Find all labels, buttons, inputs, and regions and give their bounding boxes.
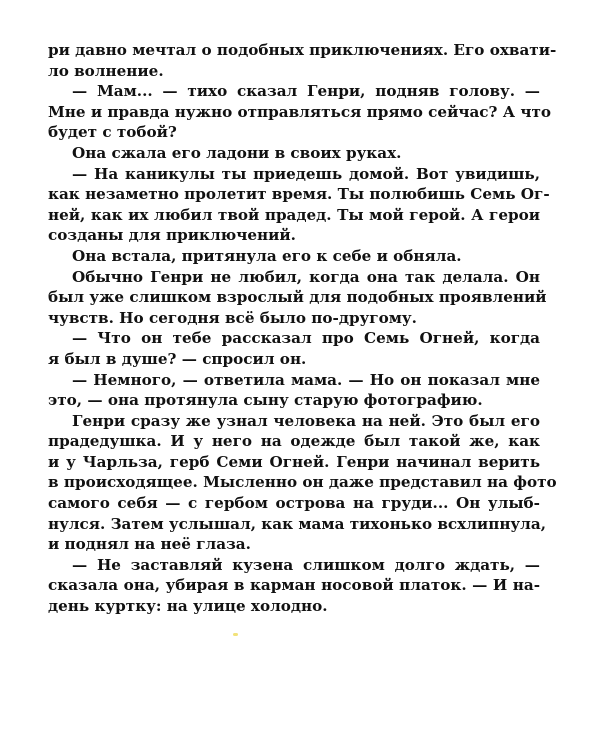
text-line: в происходящее. Мысленно он даже представил на фото [48, 473, 557, 492]
text-line: я был в душе? — спросил он. [48, 349, 307, 368]
book-page-text [48, 40, 557, 617]
text-line: это, — она протянула сыну старую фотографию. [48, 391, 483, 410]
text-line: самого себя — с гербом острова на груди... Он улыб- [48, 494, 540, 513]
text-line: — Мам... — тихо сказал Генри, подняв голову. — [72, 82, 540, 101]
text-line: Она встала, притянула его к себе и обняла. [72, 246, 462, 265]
text-line: как незаметно пролетит время. Ты полюбишь Семь Ог- [48, 185, 550, 204]
text-line: нулся. Затем услышал, как мама тихонько всхлипнула, [48, 514, 546, 533]
text-line: ри давно мечтал о подобных приключениях. Его охвати- [48, 41, 557, 59]
text-line: Обычно Генри не любил, когда она так делала. Он [72, 267, 540, 286]
text-line: Генри сразу же узнал человека на ней. Это был его [72, 411, 540, 430]
text-line: день куртку: на улице холодно. [48, 597, 328, 616]
text-line: ло волнение. [48, 61, 164, 80]
text-line: и поднял на неё глаза. [48, 535, 251, 554]
text-line: — Немного, — ответила мама. — Но он показал мне [72, 370, 540, 389]
text-line: будет с тобой? [48, 123, 177, 142]
text-line: прадедушка. И у него на одежде был такой же, как [48, 432, 540, 451]
text-line: Она сжала его ладони в своих руках. [72, 143, 402, 162]
text-line: чувств. Но сегодня всё было по-другому. [48, 308, 417, 327]
text-line: ней, как их любил твой прадед. Ты мой герой. А герои [48, 205, 540, 224]
text-line: созданы для приключений. [48, 226, 296, 245]
paper-speck [233, 633, 238, 636]
text-line: — Что он тебе рассказал про Семь Огней, когда [72, 329, 540, 348]
text-line: был уже слишком взрослый для подобных проявлений [48, 288, 547, 307]
text-line: сказала она, убирая в карман носовой платок. — И на- [48, 576, 540, 595]
text-line: — Не заставляй кузена слишком долго ждать, — [72, 555, 540, 574]
text-line: Мне и правда нужно отправляться прямо сейчас? А что [48, 102, 552, 121]
text-line: — На каникулы ты приедешь домой. Вот увидишь, [72, 164, 540, 183]
text-line: и у Чарльза, герб Семи Огней. Генри начинал верить [48, 452, 540, 471]
